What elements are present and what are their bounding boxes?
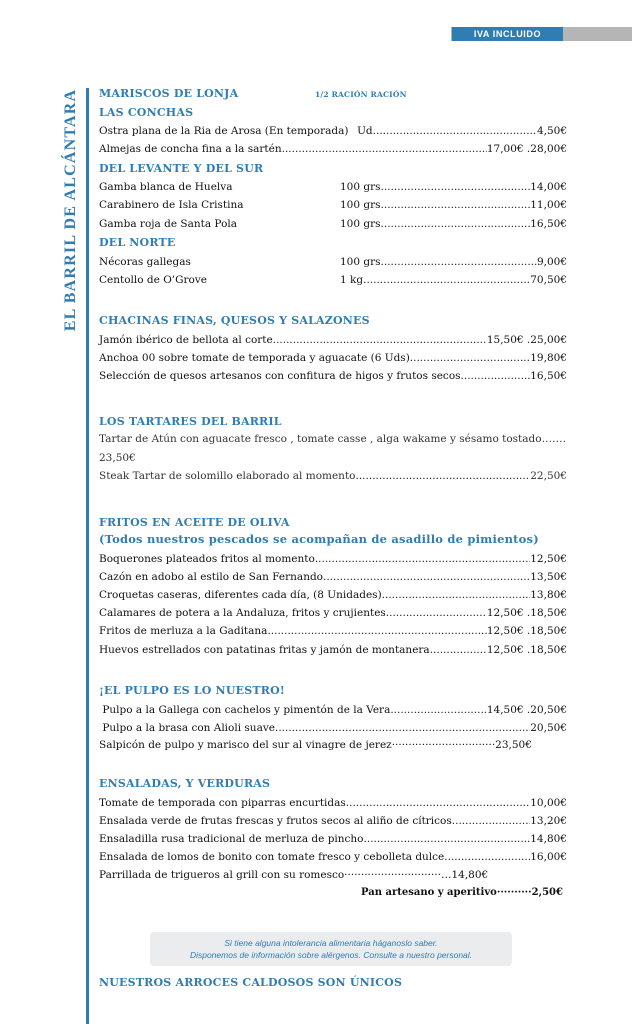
menu-item: Nécoras gallegas 100 grs. ..... 9,00€: [99, 255, 567, 269]
menu-item: Croquetas caseras, diferentes cada día, (8 Unidades). ..... 13,80€: [99, 588, 567, 602]
menu-item: Ensalada verde de frutas frescas y frutos secos al aliño de cítricos ..... 13,20€: [99, 814, 567, 828]
restaurant-name: EL BARRIL DE ALCÁNTARA: [62, 88, 79, 332]
subsection-norte: DEL NORTE: [99, 236, 176, 249]
salpicon-line: Salpicón de pulpo y marisco del sur al vinagre de jerez·······························23,50€: [99, 739, 532, 751]
menu-item: Pulpo a la Gallega con cachelos y pimentón de la Vera ..... 14,50€ .20,50€: [99, 703, 567, 717]
menu-item: Gamba blanca de Huelva 100 grs. ..... 14,00€: [99, 180, 567, 194]
parrillada-line: Parrillada de trigueros al grill con su romesco·····························…14,80€: [99, 869, 489, 881]
subsection-conchas: LAS CONCHAS: [99, 106, 194, 119]
pan-line: Pan artesano y aperitivo··········2,50€: [361, 887, 563, 898]
menu-item: Centollo de O’Grove 1 kg. ..... 70,50€: [99, 273, 567, 287]
menu-item: Huevos estrellados con patatinas fritas y jamón de montanera ..... 12,50€ .18,50€: [99, 643, 567, 657]
section-title-pulpo: ¡EL PULPO ES LO NUESTRO!: [99, 684, 285, 697]
menu-item: Ostra plana de la Ria de Arosa (En temporada) Ud. ..... 4,50€: [99, 124, 567, 138]
section-title-fritos: FRITOS EN ACEITE DE OLIVA: [99, 516, 290, 529]
section-title-ensaladas: ENSALADAS, Y VERDURAS: [99, 777, 271, 790]
menu-item: Ensalada de lomos de bonito con tomate fresco y cebolleta dulce ..... 16,00€: [99, 850, 567, 864]
menu-item: Carabinero de Isla Cristina 100 grs. ..... 11,00€: [99, 198, 567, 212]
allergen-note: [150, 932, 512, 966]
menu-item: Anchoa 00 sobre tomate de temporada y aguacate (6 Uds) ..... 19,80€: [99, 351, 567, 365]
menu-item: Almejas de concha fina a la sartén ..... 17,00€ .28,00€: [99, 142, 567, 156]
iva-badge: [451, 27, 632, 41]
tartar-atun-line: Tartar de Atún con aguacate fresco , tomate casse , alga wakame y sésamo tostado…….: [99, 433, 566, 445]
sidebar: [57, 90, 85, 330]
allergen-note-line-1: Si tiene alguna intolerancia alimentaria háganoslo saber.: [224, 938, 438, 948]
iva-label: IVA INCLUIDO: [452, 27, 563, 41]
menu-item: Boquerones plateados fritos al momento ..... 12,50€: [99, 552, 567, 566]
menu-item: Ensaladilla rusa tradicional de merluza de pincho ..... 14,80€: [99, 832, 567, 846]
footer-title: NUESTROS ARROCES CALDOSOS SON ÚNICOS: [99, 976, 403, 989]
section-title-chacinas: CHACINAS FINAS, QUESOS Y SALAZONES: [99, 314, 370, 327]
menu-item: Fritos de merluza a la Gaditana ..... 12,50€ .18,50€: [99, 624, 567, 638]
menu-item: Selección de quesos artesanos con confitura de higos y frutos secos ..... 16,50€: [99, 369, 567, 383]
vertical-divider: [86, 88, 89, 1024]
section-title-tartares: LOS TARTARES DEL BARRIL: [99, 415, 282, 428]
allergen-note-line-2: Disponemos de información sobre alérgenos. Consulte a nuestro personal.: [189, 950, 473, 960]
tartar-atun-price: 23,50€: [99, 452, 136, 464]
menu-item: Pulpo a la brasa con Alioli suave ..... 20,50€: [99, 721, 567, 735]
menu-item: Jamón ibérico de bellota al corte ..... 15,50€ .25,00€: [99, 333, 567, 347]
menu-item: Steak Tartar de solomillo elaborado al momento ..... 22,50€: [99, 469, 567, 483]
menu-item: Gamba roja de Santa Pola 100 grs. ..... 16,50€: [99, 217, 567, 231]
section-title-mariscos: MARISCOS DE LONJA: [99, 87, 239, 100]
portion-header: 1/2 RACIÓN RACIÓN: [315, 90, 407, 99]
subsection-levante: DEL LEVANTE Y DEL SUR: [99, 162, 264, 175]
menu-item: Calamares de potera a la Andaluza, fritos y crujientes ..... 12,50€ .18,50€: [99, 606, 567, 620]
fritos-subtitle: (Todos nuestros pescados se acompañan de asadillo de pimientos): [99, 532, 539, 546]
menu-item: Cazón en adobo al estilo de San Fernando ..... 13,50€: [99, 570, 567, 584]
menu-item: Tomate de temporada con piparras encurtidas ..... 10,00€: [99, 796, 567, 810]
